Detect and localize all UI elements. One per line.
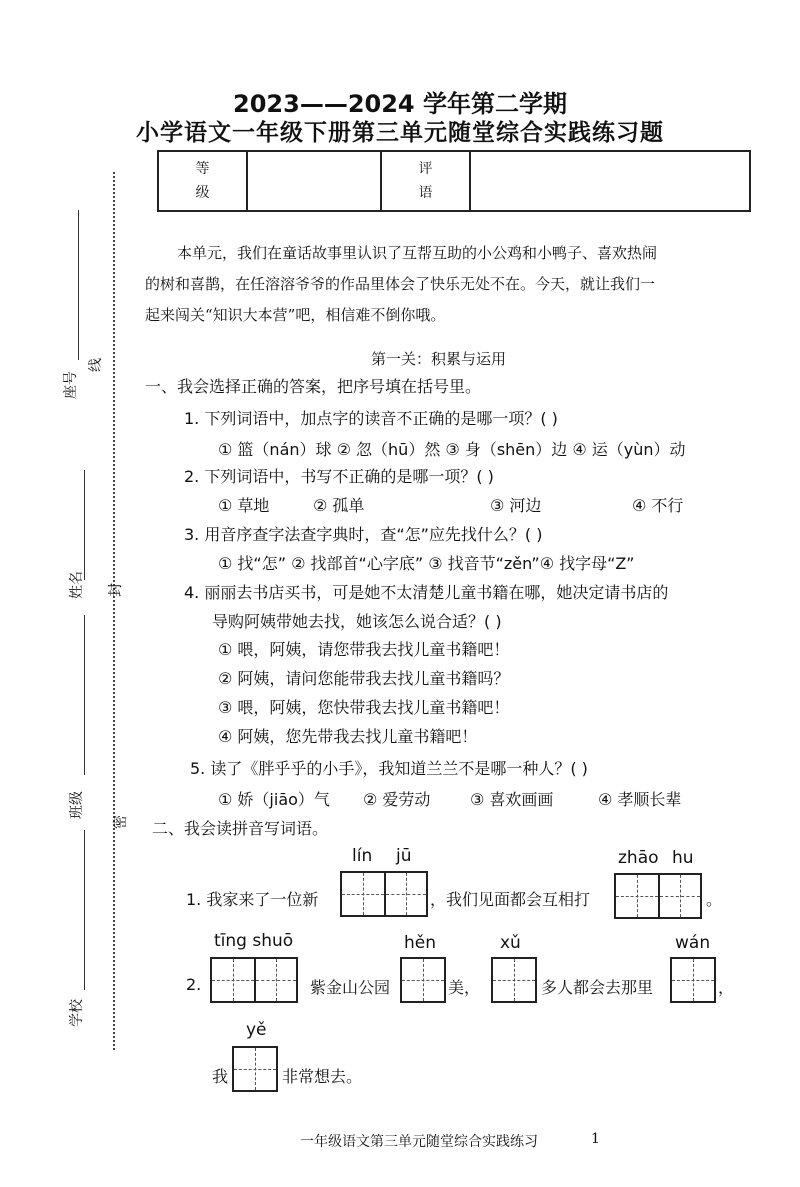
pinyin-tingshuo: tīng shuō <box>214 931 294 951</box>
pinyin-hen: hěn <box>404 933 437 953</box>
question-4-option-4: ④ 阿姨，您先带我去找儿童书籍吧！ <box>218 727 478 746</box>
item-3-text-b: 非常想去。 <box>282 1067 363 1086</box>
question-2-option-3: ③ 河边 <box>490 496 542 515</box>
level-title: 第一关：积累与运用 <box>371 350 507 368</box>
question-4-option-2: ② 阿姨，请问您能带我去找儿童书籍吗？ <box>218 669 510 688</box>
writing-grid-hen[interactable] <box>400 957 446 1003</box>
question-2-option-2: ② 孤单 <box>313 496 365 515</box>
item-2-text-c: 多人都会去那里 <box>541 978 654 997</box>
pinyin-ju: jū <box>396 846 412 866</box>
item-2-number: 2. <box>186 975 202 994</box>
grade-table <box>157 150 751 212</box>
name-underline <box>84 470 85 580</box>
writing-grid-ye[interactable] <box>232 1046 278 1092</box>
binding-dotted-line <box>113 172 115 1050</box>
seat-label: 座号 <box>63 371 79 399</box>
question-5-option-2: ② 爱劳动 <box>363 790 431 809</box>
pinyin-zhao: zhāo <box>618 848 659 868</box>
writing-grid-tingshuo[interactable] <box>210 957 298 1003</box>
grade-label: 等 级 <box>158 151 247 211</box>
class-underline <box>84 615 85 775</box>
pinyin-wan: wán <box>675 933 711 953</box>
question-3-options: ① 找“怎” ② 找部首“心字底” ③ 找音节“zěn”④ 找字母“Z” <box>218 554 635 573</box>
item-1-text-middle: ，我们见面都会互相打 <box>430 890 591 909</box>
question-3-stem: 3. 用音序查字法查字典时，查“怎”应先找什么？( ) <box>184 525 543 544</box>
pinyin-lin: lín <box>352 846 373 866</box>
school-underline <box>84 830 85 990</box>
item-1-end: 。 <box>706 890 723 909</box>
question-1-options: ① 篮（nán）球 ② 忽（hū）然 ③ 身（shēn）边 ④ 运（yùn）动 <box>218 440 686 459</box>
writing-grid-zhaohu[interactable] <box>614 873 702 919</box>
pinyin-hu: hu <box>672 848 694 868</box>
intro-paragraph: 本单元，我们在童话故事里认识了互帮互助的小公鸡和小鸭子、喜欢热闹 的树和喜鹊，在任溶溶爷爷的作品里体会了快乐无处不在。今天，就让我们一 起来闯关“知识大本营”吧，相信难不倒你哦。 <box>145 244 658 324</box>
comment-label: 评 语 <box>381 151 470 211</box>
question-4-option-1: ① 喂，阿姨，请您带我去找儿童书籍吧！ <box>218 640 510 659</box>
page-number: 1 <box>591 1131 600 1147</box>
question-5-option-3: ③ 喜欢画画 <box>470 790 554 809</box>
name-label: 姓名 <box>69 571 85 599</box>
question-2-stem: 2. 下列词语中，书写不正确的是哪一项？( ) <box>184 467 494 486</box>
pinyin-xu: xǔ <box>500 933 521 953</box>
pinyin-ye: yě <box>246 1020 267 1040</box>
question-4-stem-line1: 4. 丽丽去书店买书，可是她不太清楚儿童书籍在哪，她决定请书店的 <box>184 583 669 602</box>
seal-mark: 封 <box>108 583 124 597</box>
question-5-option-1: ① 娇（jiāo）气 <box>218 790 330 809</box>
grade-field[interactable] <box>247 151 381 211</box>
school-label: 学校 <box>69 999 85 1027</box>
question-2-option-1: ① 草地 <box>218 496 270 515</box>
question-4-stem-line2: 导购阿姨带她去找，她该怎么说合适？( ) <box>212 612 502 631</box>
section2-title: 二、我会读拼音写词语。 <box>152 819 329 838</box>
writing-grid-wan[interactable] <box>670 957 716 1003</box>
item-3-text-a: 我 <box>212 1067 229 1086</box>
page-title: 小学语文一年级下册第三单元随堂综合实践练习题 <box>136 120 664 146</box>
question-4-option-3: ③ 喂，阿姨，您快带我去找儿童书籍吧！ <box>218 698 510 717</box>
item-2-text-a: 紫金山公园 <box>310 978 391 997</box>
seat-underline <box>78 210 79 360</box>
page-title-term: 2023——2024 学年第二学期 <box>233 90 567 118</box>
footer-text: 一年级语文第三单元随堂综合实践练习 <box>300 1134 538 1150</box>
question-2-option-4: ④ 不行 <box>632 496 684 515</box>
item-2-text-b: 美， <box>448 978 481 997</box>
question-5-stem: 5. 读了《胖乎乎的小手》，我知道兰兰不是哪一种人？( ) <box>190 759 588 778</box>
line-mark: 线 <box>88 358 104 372</box>
comment-field[interactable] <box>470 151 750 211</box>
item-1-text-before: 1. 我家来了一位新 <box>186 890 319 909</box>
writing-grid-xu[interactable] <box>491 957 537 1003</box>
class-label: 班级 <box>69 791 85 819</box>
question-5-option-4: ④ 孝顺长辈 <box>598 790 682 809</box>
section1-title: 一、我会选择正确的答案，把序号填在括号里。 <box>145 377 482 396</box>
item-2-text-d: ， <box>718 978 735 997</box>
question-1-stem: 1. 下列词语中，加点字的读音不正确的是哪一项？( ) <box>184 409 558 428</box>
writing-grid-linju[interactable] <box>340 871 428 917</box>
secret-mark: 密 <box>113 815 129 829</box>
